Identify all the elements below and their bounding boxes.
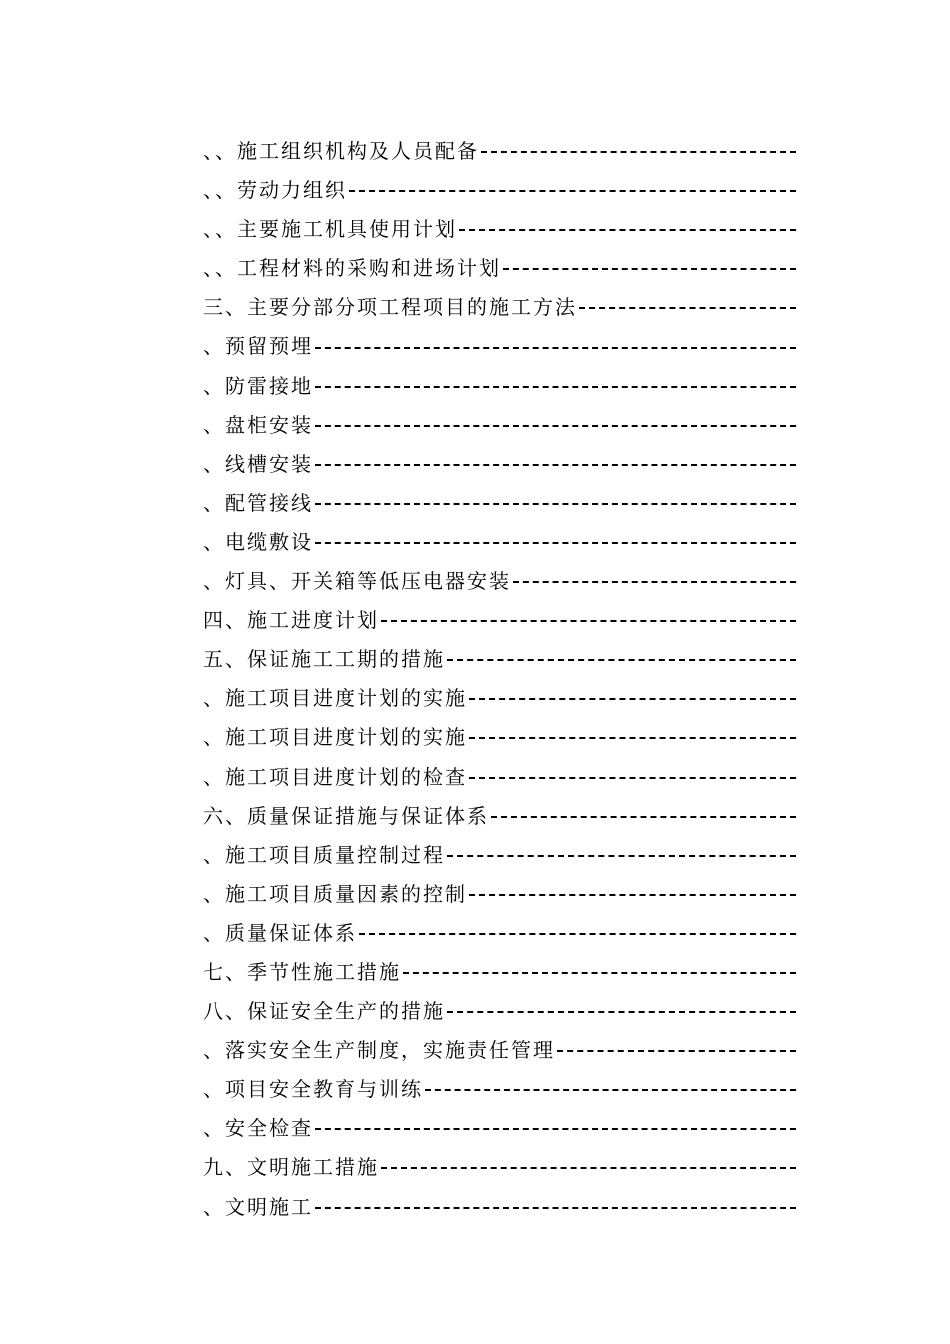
toc-entry-title: 、电缆敷设 (203, 529, 313, 554)
toc-entry-title: 、施工项目质量控制过程 (203, 842, 445, 867)
toc-entry-title: 、安全检查 (203, 1116, 313, 1141)
toc-leader-line (315, 386, 796, 388)
toc-entry-title: 七、季节性施工措施 (203, 959, 401, 984)
toc-leader-line (469, 737, 796, 739)
toc-leader-line (469, 894, 796, 896)
toc-entry (203, 836, 796, 875)
toc-leader-line (381, 620, 796, 622)
toc-leader-line (315, 503, 796, 505)
toc-leader-line (503, 268, 796, 270)
toc-entry-title: 、配管接线 (203, 490, 313, 515)
toc-leader-line (447, 1011, 796, 1013)
toc-entry-title: 九、文明施工措施 (203, 1155, 379, 1180)
toc-entry (203, 1070, 796, 1109)
toc-leader-line (381, 1167, 796, 1169)
toc-leader-line (315, 347, 796, 349)
toc-entry-title: 、文明施工 (203, 1194, 313, 1219)
toc-entry-title: 五、保证施工工期的措施 (203, 647, 445, 672)
toc-leader-line (315, 425, 796, 427)
toc-entry (203, 406, 796, 445)
toc-entry-title: 、预留预埋 (203, 334, 313, 359)
toc-entry-title: 三、主要分部分项工程项目的施工方法 (203, 295, 577, 320)
toc-leader-line (481, 151, 796, 153)
toc-entry-title: 、、主要施工机具使用计划 (203, 217, 457, 242)
toc-leader-line (349, 190, 796, 192)
toc-entry-title: 八、保证安全生产的措施 (203, 999, 445, 1024)
toc-entry-title: 、施工项目进度计划的实施 (203, 725, 467, 750)
toc-entry (203, 640, 796, 679)
toc-leader-line (491, 816, 796, 818)
toc-leader-line (513, 581, 796, 583)
toc-entry-title: 、落实安全生产制度，实施责任管理 (203, 1038, 555, 1063)
toc-entry-title: 、施工项目进度计划的实施 (203, 686, 467, 711)
toc-leader-line (315, 1207, 796, 1209)
toc-entry-title: 、质量保证体系 (203, 920, 357, 945)
toc-entry (203, 132, 796, 171)
toc-leader-line (469, 777, 796, 779)
toc-entry-title: 、、劳动力组织 (203, 178, 347, 203)
toc-entry (203, 875, 796, 914)
toc-entry (203, 679, 796, 718)
toc-entry-title: 四、施工进度计划 (203, 608, 379, 633)
toc-entry-title: 、线槽安装 (203, 451, 313, 476)
toc-entry (203, 718, 796, 757)
toc-entry-title: 、、工程材料的采购和进场计划 (203, 256, 501, 281)
toc-entry (203, 523, 796, 562)
toc-leader-line (447, 855, 796, 857)
toc-entry-title: 六、质量保证措施与保证体系 (203, 803, 489, 828)
toc-leader-line (315, 464, 796, 466)
toc-entry (203, 327, 796, 366)
toc-leader-line (403, 972, 796, 974)
toc-leader-line (425, 1089, 796, 1091)
toc-entry-title: 、施工项目质量因素的控制 (203, 881, 467, 906)
toc-entry-title: 、、施工组织机构及人员配备 (203, 139, 479, 163)
toc-leader-line (315, 542, 796, 544)
toc-entry (203, 797, 796, 836)
toc-leader-line (557, 1050, 796, 1052)
toc-entry (203, 1188, 796, 1227)
toc-leader-line (459, 229, 796, 231)
toc-leader-line (447, 659, 796, 661)
toc-entry (203, 562, 796, 601)
toc-entry (203, 601, 796, 640)
toc-entry (203, 1031, 796, 1070)
toc-entry-title: 、施工项目进度计划的检查 (203, 764, 467, 789)
toc-entry (203, 484, 796, 523)
toc-entry (203, 210, 796, 249)
toc-entry (203, 1109, 796, 1148)
toc-entry-title: 、项目安全教育与训练 (203, 1077, 423, 1102)
toc-entry (203, 953, 796, 992)
toc-leader-line (469, 698, 796, 700)
toc-entry-title: 、防雷接地 (203, 373, 313, 398)
toc-leader-line (359, 933, 796, 935)
toc-entry (203, 367, 796, 406)
toc-entry (203, 758, 796, 797)
toc-entry (203, 992, 796, 1031)
table-of-contents (203, 132, 796, 1227)
toc-entry (203, 288, 796, 327)
toc-leader-line (579, 307, 796, 309)
toc-entry (203, 171, 796, 210)
toc-entry (203, 249, 796, 288)
toc-entry (203, 914, 796, 953)
toc-entry (203, 1148, 796, 1187)
toc-leader-line (315, 1128, 796, 1130)
toc-entry (203, 445, 796, 484)
toc-entry-title: 、盘柜安装 (203, 412, 313, 437)
toc-entry-title: 、灯具、开关箱等低压电器安装 (203, 569, 511, 594)
